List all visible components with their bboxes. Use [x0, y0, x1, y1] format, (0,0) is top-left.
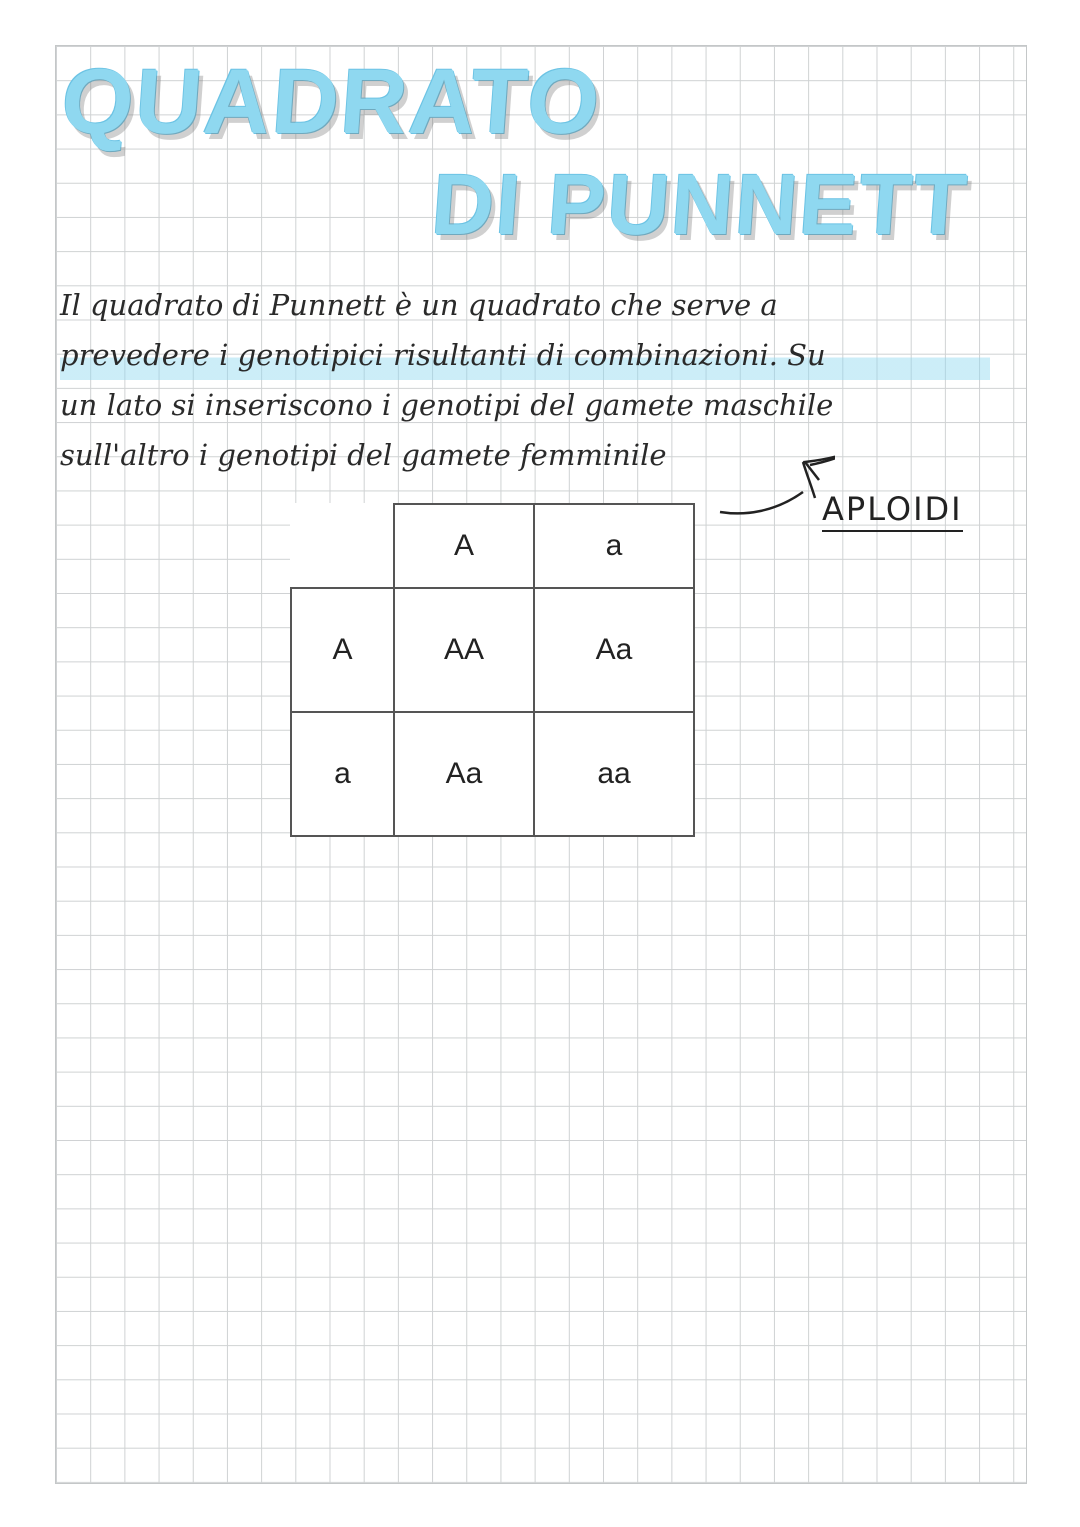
- intro-line-1: Il quadrato di Punnett è un quadrato che serve a: [60, 288, 778, 322]
- punnett-cell: Aa: [534, 588, 694, 712]
- punnett-cell: AA: [394, 588, 534, 712]
- page-title-line-2: DI PUNNETT: [428, 157, 972, 253]
- intro-paragraph: [60, 280, 990, 480]
- punnett-header-row: [291, 504, 694, 588]
- punnett-column-header: A: [394, 504, 534, 588]
- punnett-row: [291, 712, 694, 836]
- punnett-square: [290, 503, 695, 837]
- punnett-corner-cell: [291, 504, 394, 588]
- annotation-label: APLOIDI: [822, 490, 963, 532]
- punnett-row-header: A: [291, 588, 394, 712]
- punnett-cell: Aa: [394, 712, 534, 836]
- punnett-row-header: a: [291, 712, 394, 836]
- punnett-row: [291, 588, 694, 712]
- punnett-cell: aa: [534, 712, 694, 836]
- intro-line-2: prevedere i genotipici risultanti di combinazioni. Su: [60, 330, 990, 380]
- punnett-column-header: a: [534, 504, 694, 588]
- intro-line-3: un lato si inseriscono i genotipi del gamete maschile: [60, 388, 834, 422]
- arrow-icon: [715, 420, 835, 530]
- intro-line-4: sull'altro i genotipi del gamete femminile: [60, 438, 667, 472]
- page-title-line-1: QUADRATO: [58, 51, 605, 153]
